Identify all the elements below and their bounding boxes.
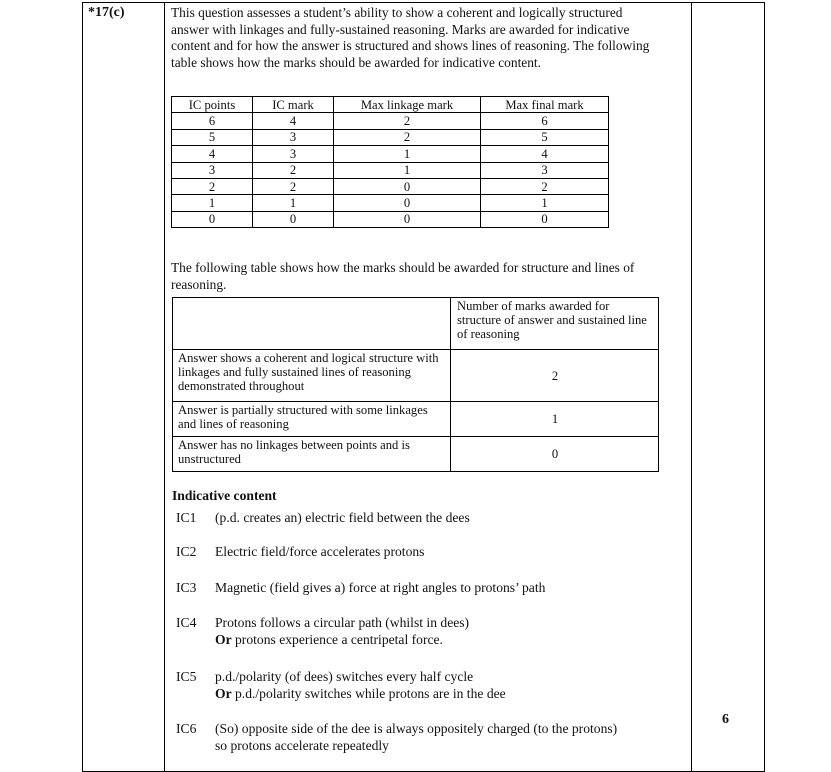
table-cell: 2	[334, 113, 481, 129]
table-cell: 3	[172, 162, 253, 178]
structure-marks-value: 1	[451, 402, 659, 437]
table-row	[172, 178, 609, 194]
table-row	[172, 195, 609, 211]
table-cell: 5	[172, 129, 253, 145]
table-row	[173, 437, 659, 472]
table-cell: 0	[253, 211, 334, 227]
column-divider-right	[691, 2, 692, 772]
table-cell: 1	[334, 162, 481, 178]
table-cell: 2	[334, 129, 481, 145]
column-header: Max linkage mark	[334, 97, 481, 113]
indicative-item	[176, 509, 470, 526]
table-row	[172, 146, 609, 162]
indicative-marks-table	[171, 96, 609, 228]
structure-marks-header: Number of marks awarded for structure of answer and sustained line of reasoning	[451, 298, 659, 350]
structure-marks-value: 0	[451, 437, 659, 472]
table-cell: 1	[481, 195, 609, 211]
column-header: IC mark	[253, 97, 334, 113]
table-cell: 0	[334, 178, 481, 194]
column-divider-left	[164, 2, 165, 772]
table-cell: 4	[253, 113, 334, 129]
table-header-row	[173, 298, 659, 350]
or-keyword: Or	[215, 632, 232, 647]
ic-code: IC3	[176, 580, 197, 595]
ic-code: IC1	[176, 510, 197, 525]
structure-description: Answer has no linkages between points and is unstructured	[173, 437, 451, 472]
ic-alternative	[176, 685, 506, 702]
table-cell: 2	[172, 178, 253, 194]
marks-total: 6	[722, 712, 729, 727]
table-row	[172, 211, 609, 227]
ic-alt-text: p.d./polarity switches while protons are in the dee	[231, 686, 506, 701]
table-cell: 2	[253, 162, 334, 178]
table-row	[172, 113, 609, 129]
indicative-content-title: Indicative content	[172, 488, 277, 503]
structure-marks-table	[172, 297, 659, 472]
column-header: IC points	[172, 97, 253, 113]
indicative-item	[176, 579, 545, 596]
table-cell: 1	[172, 195, 253, 211]
ic-code: IC6	[176, 721, 197, 736]
structure-intro: The following table shows how the marks should be awarded for structure and lines of reasoning.	[171, 260, 635, 292]
table-cell: 6	[172, 113, 253, 129]
table-row	[173, 350, 659, 402]
table-cell: 2	[481, 178, 609, 194]
structure-description: Answer shows a coherent and logical structure with linkages and fully sustained lines of reasoning demonstrated throughout	[173, 350, 451, 402]
table-row	[173, 402, 659, 437]
table-row	[172, 162, 609, 178]
ic-text: (p.d. creates an) electric field between the dees	[215, 510, 470, 525]
table-cell: 4	[172, 146, 253, 162]
ic-code: IC4	[176, 615, 197, 630]
table-header-row	[172, 97, 609, 113]
table-cell: 4	[481, 146, 609, 162]
table-cell: 3	[481, 162, 609, 178]
ic-alt-text: protons experience a centripetal force.	[231, 632, 443, 647]
table-cell: 0	[334, 195, 481, 211]
table-cell: 0	[481, 211, 609, 227]
table-cell: 5	[481, 129, 609, 145]
table-cell: 6	[481, 113, 609, 129]
ic-text: (So) opposite side of the dee is always oppositely charged (to the protons) so protons accelerate repeatedly	[215, 721, 618, 753]
table-cell: 1	[334, 146, 481, 162]
indicative-item	[176, 543, 424, 560]
table-cell: 0	[172, 211, 253, 227]
column-header: Max final mark	[481, 97, 609, 113]
ic-text: Protons follows a circular path (whilst in dees)	[215, 615, 470, 630]
table-cell: 1	[253, 195, 334, 211]
or-keyword: Or	[215, 686, 232, 701]
structure-description: Answer is partially structured with some linkages and lines of reasoning	[173, 402, 451, 437]
indicative-item	[176, 614, 469, 648]
table-cell: 2	[253, 178, 334, 194]
intro-paragraph: This question assesses a student’s ability to show a coherent and logically structured answer with linkages and fully-sustained reasoning. Marks are awarded for indicative content and for how the answer is structured and shows lines of reasoning. The following table shows how the marks should be awarded for indicative content.	[171, 5, 650, 70]
question-number: *17(c)	[88, 5, 125, 20]
ic-code: IC5	[176, 669, 197, 684]
table-cell: 3	[253, 146, 334, 162]
table-row	[172, 129, 609, 145]
ic-text: Magnetic (field gives a) force at right angles to protons’ path	[215, 580, 546, 595]
ic-text: p.d./polarity (of dees) switches every half cycle	[215, 669, 474, 684]
table-cell-empty	[173, 298, 451, 350]
table-cell: 0	[334, 211, 481, 227]
ic-text: Electric field/force accelerates protons	[215, 544, 425, 559]
ic-alternative	[176, 631, 469, 648]
table-cell: 3	[253, 129, 334, 145]
indicative-item	[176, 720, 626, 754]
structure-marks-value: 2	[451, 350, 659, 402]
indicative-item	[176, 668, 506, 702]
ic-code: IC2	[176, 544, 197, 559]
